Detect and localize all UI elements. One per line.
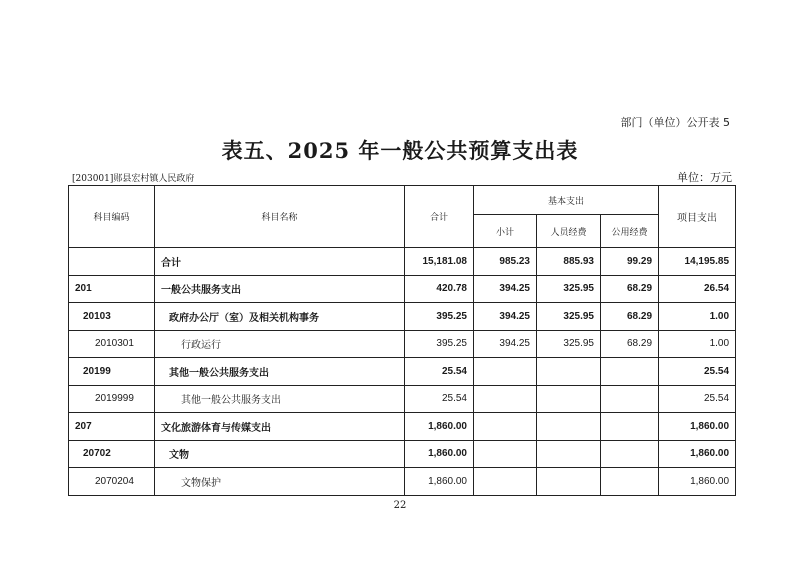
cell-public: 68.29 [601, 330, 659, 358]
cell-name: 一般公共服务支出 [155, 275, 405, 303]
col-header-personnel: 人员经费 [537, 215, 601, 248]
col-header-name: 科目名称 [155, 186, 405, 248]
cell-public [601, 385, 659, 413]
cell-name: 其他一般公共服务支出 [155, 358, 405, 386]
cell-total: 25.54 [405, 385, 474, 413]
col-header-public: 公用经费 [601, 215, 659, 248]
cell-code: 2070204 [69, 468, 155, 496]
cell-personnel [537, 385, 601, 413]
table-row [69, 275, 736, 303]
cell-code [69, 248, 155, 276]
table-row [69, 248, 736, 276]
cell-name: 文化旅游体育与传媒支出 [155, 413, 405, 441]
table-row [69, 468, 736, 496]
cell-public [601, 440, 659, 468]
cell-personnel: 885.93 [537, 248, 601, 276]
cell-code: 20103 [69, 303, 155, 331]
page-number: 22 [393, 500, 407, 511]
table-number-label: 部门（单位）公开表 5 [620, 116, 730, 129]
cell-project: 1,860.00 [659, 413, 736, 441]
cell-personnel: 325.95 [537, 330, 601, 358]
cell-total: 15,181.08 [405, 248, 474, 276]
cell-name: 其他一般公共服务支出 [155, 385, 405, 413]
cell-code: 20199 [69, 358, 155, 386]
cell-code: 20702 [69, 440, 155, 468]
cell-public: 99.29 [601, 248, 659, 276]
cell-name: 文物保护 [155, 468, 405, 496]
table-row [69, 385, 736, 413]
cell-code: 2010301 [69, 330, 155, 358]
cell-subtotal [474, 385, 537, 413]
cell-total: 1,860.00 [405, 413, 474, 441]
cell-subtotal: 394.25 [474, 303, 537, 331]
page-title: 表五、2025 年一般公共预算支出表 [221, 138, 579, 163]
cell-public [601, 468, 659, 496]
cell-name: 行政运行 [155, 330, 405, 358]
table-row [69, 440, 736, 468]
cell-personnel [537, 413, 601, 441]
cell-code: 207 [69, 413, 155, 441]
table-row [69, 413, 736, 441]
cell-code: 2019999 [69, 385, 155, 413]
cell-personnel [537, 468, 601, 496]
col-header-total: 合计 [405, 186, 474, 248]
cell-project: 1,860.00 [659, 468, 736, 496]
cell-subtotal [474, 413, 537, 441]
table-row [69, 330, 736, 358]
cell-subtotal: 985.23 [474, 248, 537, 276]
header-row [69, 186, 736, 215]
cell-project: 1,860.00 [659, 440, 736, 468]
cell-name: 文物 [155, 440, 405, 468]
cell-project: 1.00 [659, 330, 736, 358]
cell-name: 合计 [155, 248, 405, 276]
cell-subtotal [474, 468, 537, 496]
unit-label: 单位：万元 [677, 171, 732, 184]
cell-total: 395.25 [405, 330, 474, 358]
cell-public [601, 413, 659, 441]
cell-subtotal: 394.25 [474, 330, 537, 358]
cell-personnel [537, 440, 601, 468]
cell-subtotal [474, 358, 537, 386]
cell-personnel: 325.95 [537, 303, 601, 331]
budget-table [68, 185, 736, 496]
col-header-basic: 基本支出 [474, 186, 659, 215]
cell-project: 26.54 [659, 275, 736, 303]
cell-public: 68.29 [601, 303, 659, 331]
cell-subtotal [474, 440, 537, 468]
cell-total: 395.25 [405, 303, 474, 331]
table-row [69, 303, 736, 331]
cell-total: 1,860.00 [405, 468, 474, 496]
cell-subtotal: 394.25 [474, 275, 537, 303]
table-row [69, 358, 736, 386]
cell-name: 政府办公厅（室）及相关机构事务 [155, 303, 405, 331]
organization-name: [203001]郧县宏村镇人民政府 [72, 174, 195, 184]
cell-total: 25.54 [405, 358, 474, 386]
cell-project: 1.00 [659, 303, 736, 331]
col-header-project: 项目支出 [659, 186, 736, 248]
cell-project: 14,195.85 [659, 248, 736, 276]
cell-public [601, 358, 659, 386]
cell-public: 68.29 [601, 275, 659, 303]
cell-project: 25.54 [659, 385, 736, 413]
cell-total: 420.78 [405, 275, 474, 303]
cell-total: 1,860.00 [405, 440, 474, 468]
col-header-code: 科目编码 [69, 186, 155, 248]
cell-personnel: 325.95 [537, 275, 601, 303]
cell-code: 201 [69, 275, 155, 303]
cell-project: 25.54 [659, 358, 736, 386]
col-header-subtotal: 小计 [474, 215, 537, 248]
cell-personnel [537, 358, 601, 386]
